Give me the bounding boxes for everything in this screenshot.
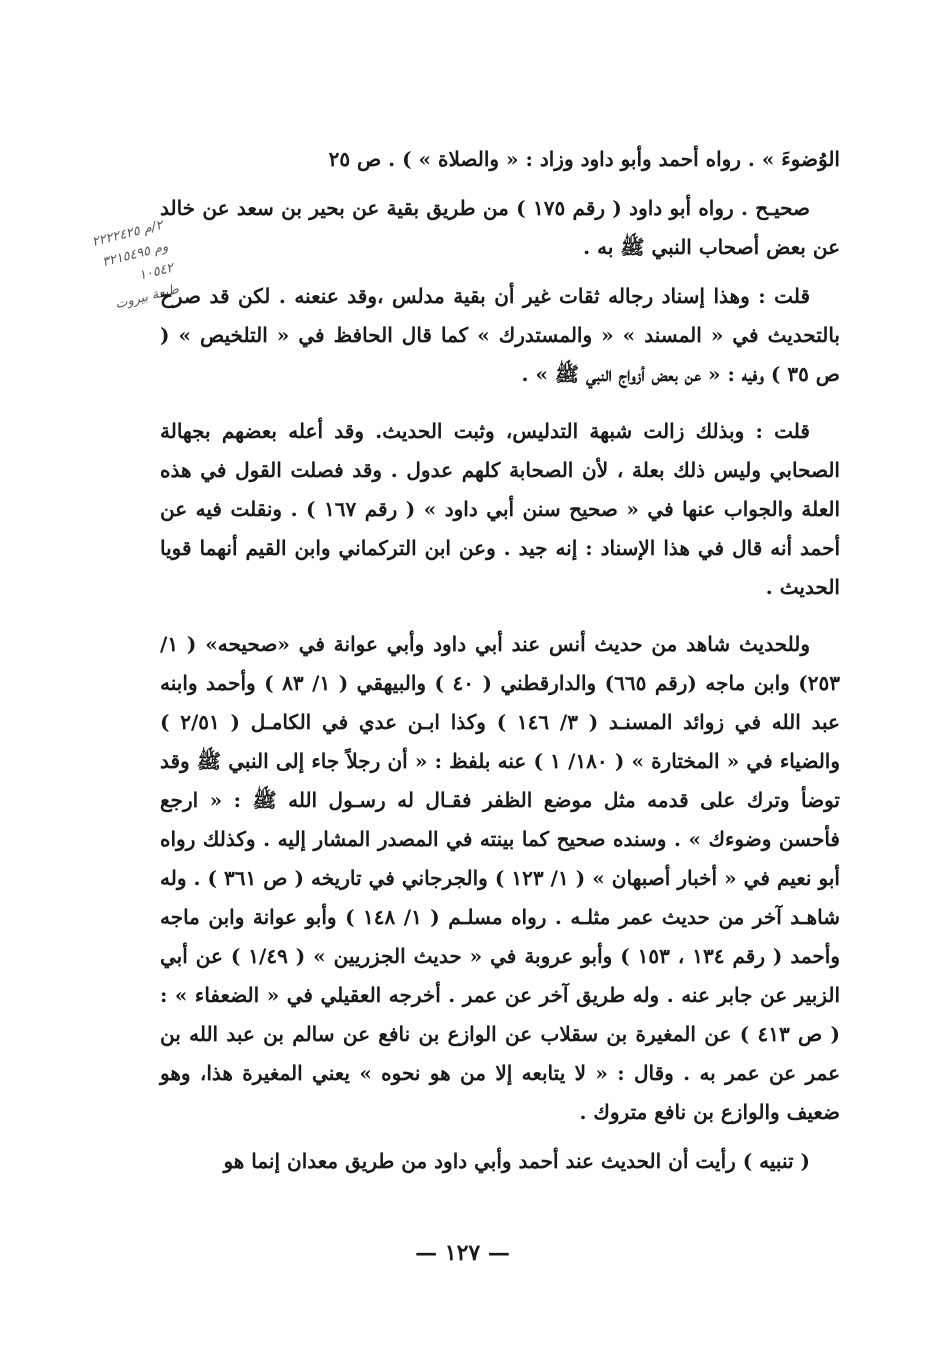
margin-note-line: وم ٣٢١٥٤٩٥ [100, 239, 170, 271]
paragraph-text: قلت : وبذلك زالت شبهة التدليس، وثبت الحديث. وقد أعله بعضهم بجهالة الصحابي وليس ذلك بعلة ، لأن الصحابة كلهم عدول . وقد فصلت القول في هذه العلة والجواب عنها في « صحيح سنن أبي داود » ( رقم ١٦٧ ) . ونقلت فيه عن أحمد أنه قال في هذا الإسناد : إنه جيد . وعن ابن التركماني وابن القيم أنهما قويا الحديث . [160, 419, 841, 599]
paragraph-sahih [160, 189, 840, 267]
paragraph-text: ( تنبيه ) رأيت أن الحديث عند أحمد وأبي داود من طريق معدان إنما هو [223, 1149, 810, 1173]
paragraph-isnad [160, 277, 840, 394]
paragraph-text: وللحديث شاهد من حديث أنس عند أبي داود وأبي عوانة في «صحيحه» ( ١/ ٢٥٣) وابن ماجه (رقم ٦٦٥) والدارقطني ( ٤٠ ) والبيهقي ( ١/ ٨٣ ) وأحمد وابنه عبد الله في زوائد المسنـد ( ٣/ ١٤٦ ) وكذا ابـن عدي في الكامـل ( ٢/٥١ ) والضياء في « المختارة » ( ١٨٠/ ١ ) عنه بلفظ : « أن رجلاً جاء إلى النبي ﷺ وقد توضأ وترك على قدمه مثل موضع الظفر فقـال له رسـول الله ﷺ : « ارجع فأحسن وضوءك » . وسنده صحيح كما بينته في المصدر المشار إليه . وكذلك رواه أبو نعيم في « أخبار أصبهان » ( ١/ ١٢٣ ) والجرجاني في تاريخه ( ص ٣٦١ ) . وله شاهـد آخر من حديث عمر مثلـه . رواه مسلـم ( ١/ ١٤٨ ) وأبو عوانة وابن ماجه وأحمد ( رقم ١٣٤ ، ١٥٣ ) وأبو عروبة في « حديث الجزريين » ( ١/٤٩ ) عن أبي الزبير عن جابر عنه . وله طريق آخر عن عمر . أخرجه العقيلي في « الضعفاء » : ( ص ٤١٣ ) عن المغيرة بن سقلاب عن الوازع بن نافع عن سالم بن عبد الله بن عمر عن عمر به . وقال : « لا يتابعه إلا من هو نحوه » يعني المغيرة هذا، وهو ضعيف والوازع بن نافع متروك . [160, 632, 840, 1124]
paragraph-text: قلت : وهذا إسناد رجاله ثقات غير أن بقية مدلس ،وقد عنعنه . لكن قد صرح بالتحديث في « المسند » « والمستدرك » كما قال الحافظ في « التلخيص » ( ص ٣٥ ) وفيه : « عن بعض أزواج النبي ﷺ » . [160, 284, 840, 386]
margin-note-line: ١٠٥٤٢ [137, 260, 175, 284]
page-number: — ١٢٧ — [415, 1240, 510, 1266]
margin-note-line: ٢/م ٢٢٢٢٤٢٥ [90, 217, 165, 250]
paragraph-shahid [160, 625, 840, 1132]
body-text [160, 140, 840, 1181]
paragraph-tadlis [160, 412, 840, 607]
paragraph-text: صحيـح . رواه أبو داود ( رقم ١٧٥ ) من طريق بقية عن بحير بن سعد عن خالد عن بعض أصحاب النبي ﷺ به . [160, 196, 840, 259]
handwritten-margin-note [5, 215, 182, 339]
paragraph-tanbih [160, 1142, 840, 1181]
continuation-line: الوُضوءَ » . رواه أحمد وأبو داود وزاد : « والصلاة » ) . ص ٢٥ [328, 147, 840, 171]
margin-note-line: طبعة بيروت [113, 281, 181, 313]
